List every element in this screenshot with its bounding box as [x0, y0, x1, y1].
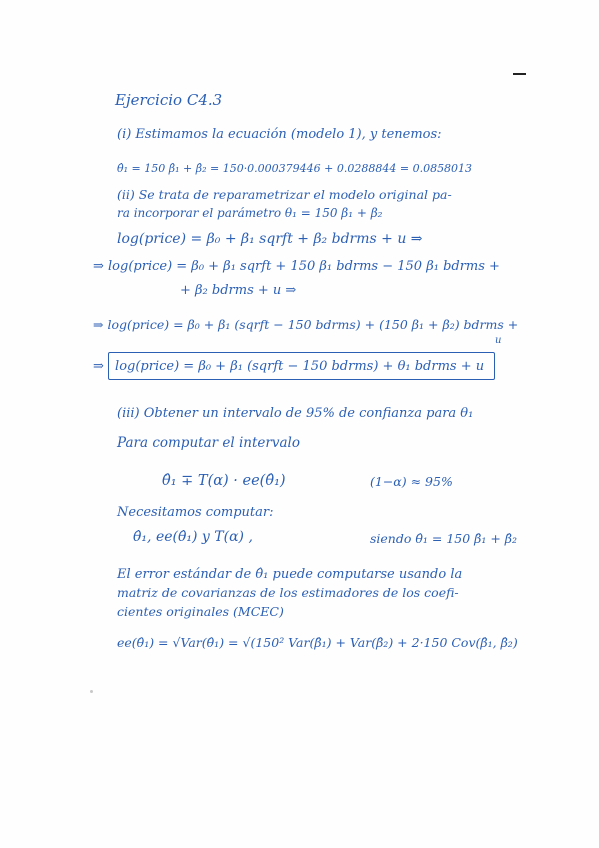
line-part-iii: (iii) Obtener un intervalo de 95% de confianza para θ₁	[117, 406, 474, 421]
line-parameter-def: ra incorporar el parámetro θ₁ = 150 β₁ + β₂	[117, 206, 383, 220]
paper-speck	[90, 690, 93, 693]
reparametrized-model-box: log(price) = β₀ + β₁ (sqrft − 150 bdrms) + θ₁ bdrms + u	[108, 352, 495, 380]
std-error-formula: ee(θ̂₁) = √Var(θ̂₁) = √(150² Var(β̂₁) + Var(β̂₂) + 2·150 Cov(β̂₁, β̂₂)	[117, 635, 518, 650]
implication-arrow: ⇒	[93, 359, 104, 374]
line-part-i: (i) Estimamos la ecuación (modelo 1), y tenemos:	[117, 127, 442, 142]
theta-definition: siendo θ̂₁ = 150 β̂₁ + β̂₂	[370, 531, 518, 546]
line-std-error-2: matriz de covarianzas de los estimadores de los coefi-	[117, 585, 459, 600]
line-part-ii: (ii) Se trata de reparametrizar el modelo original pa-	[117, 187, 452, 202]
exercise-title: Ejercicio C4.3	[115, 91, 223, 109]
line-std-error-3: cientes originales (MCEC)	[117, 604, 284, 619]
line-interval-intro: Para computar el intervalo	[117, 435, 300, 451]
line-regroup: ⇒ log(price) = β₀ + β₁ (sqrft − 150 bdrms) + (150 β₁ + β₂) bdrms +	[93, 317, 519, 332]
line-std-error-1: El error estándar de θ̂₁ puede computarse usando la	[117, 567, 463, 582]
boxed-model-row	[93, 360, 495, 373]
line-regroup-error-term: u	[495, 335, 502, 346]
margin-dash	[513, 73, 526, 75]
line-expansion-1: ⇒ log(price) = β₀ + β₁ sqrft + 150 β₁ bdrms − 150 β₁ bdrms +	[93, 259, 500, 274]
confidence-level: (1−α) ≈ 95%	[370, 474, 453, 489]
line-need-compute: Necesitamos computar:	[117, 505, 274, 520]
line-expansion-2: + β₂ bdrms + u ⇒	[180, 283, 297, 298]
line-theta-estimate: θ̂₁ = 150 β̂₁ + β̂₂ = 150·0.000379446 + 0.0288844 = 0.0858013	[117, 162, 473, 175]
line-original-model: log(price) = β₀ + β₁ sqrft + β₂ bdrms + u ⇒	[117, 231, 423, 247]
needed-quantities: θ̂₁, ee(θ̂₁) y T(α) ,	[133, 529, 253, 545]
interval-formula: θ̂₁ ∓ T(α) · ee(θ̂₁)	[162, 473, 286, 489]
